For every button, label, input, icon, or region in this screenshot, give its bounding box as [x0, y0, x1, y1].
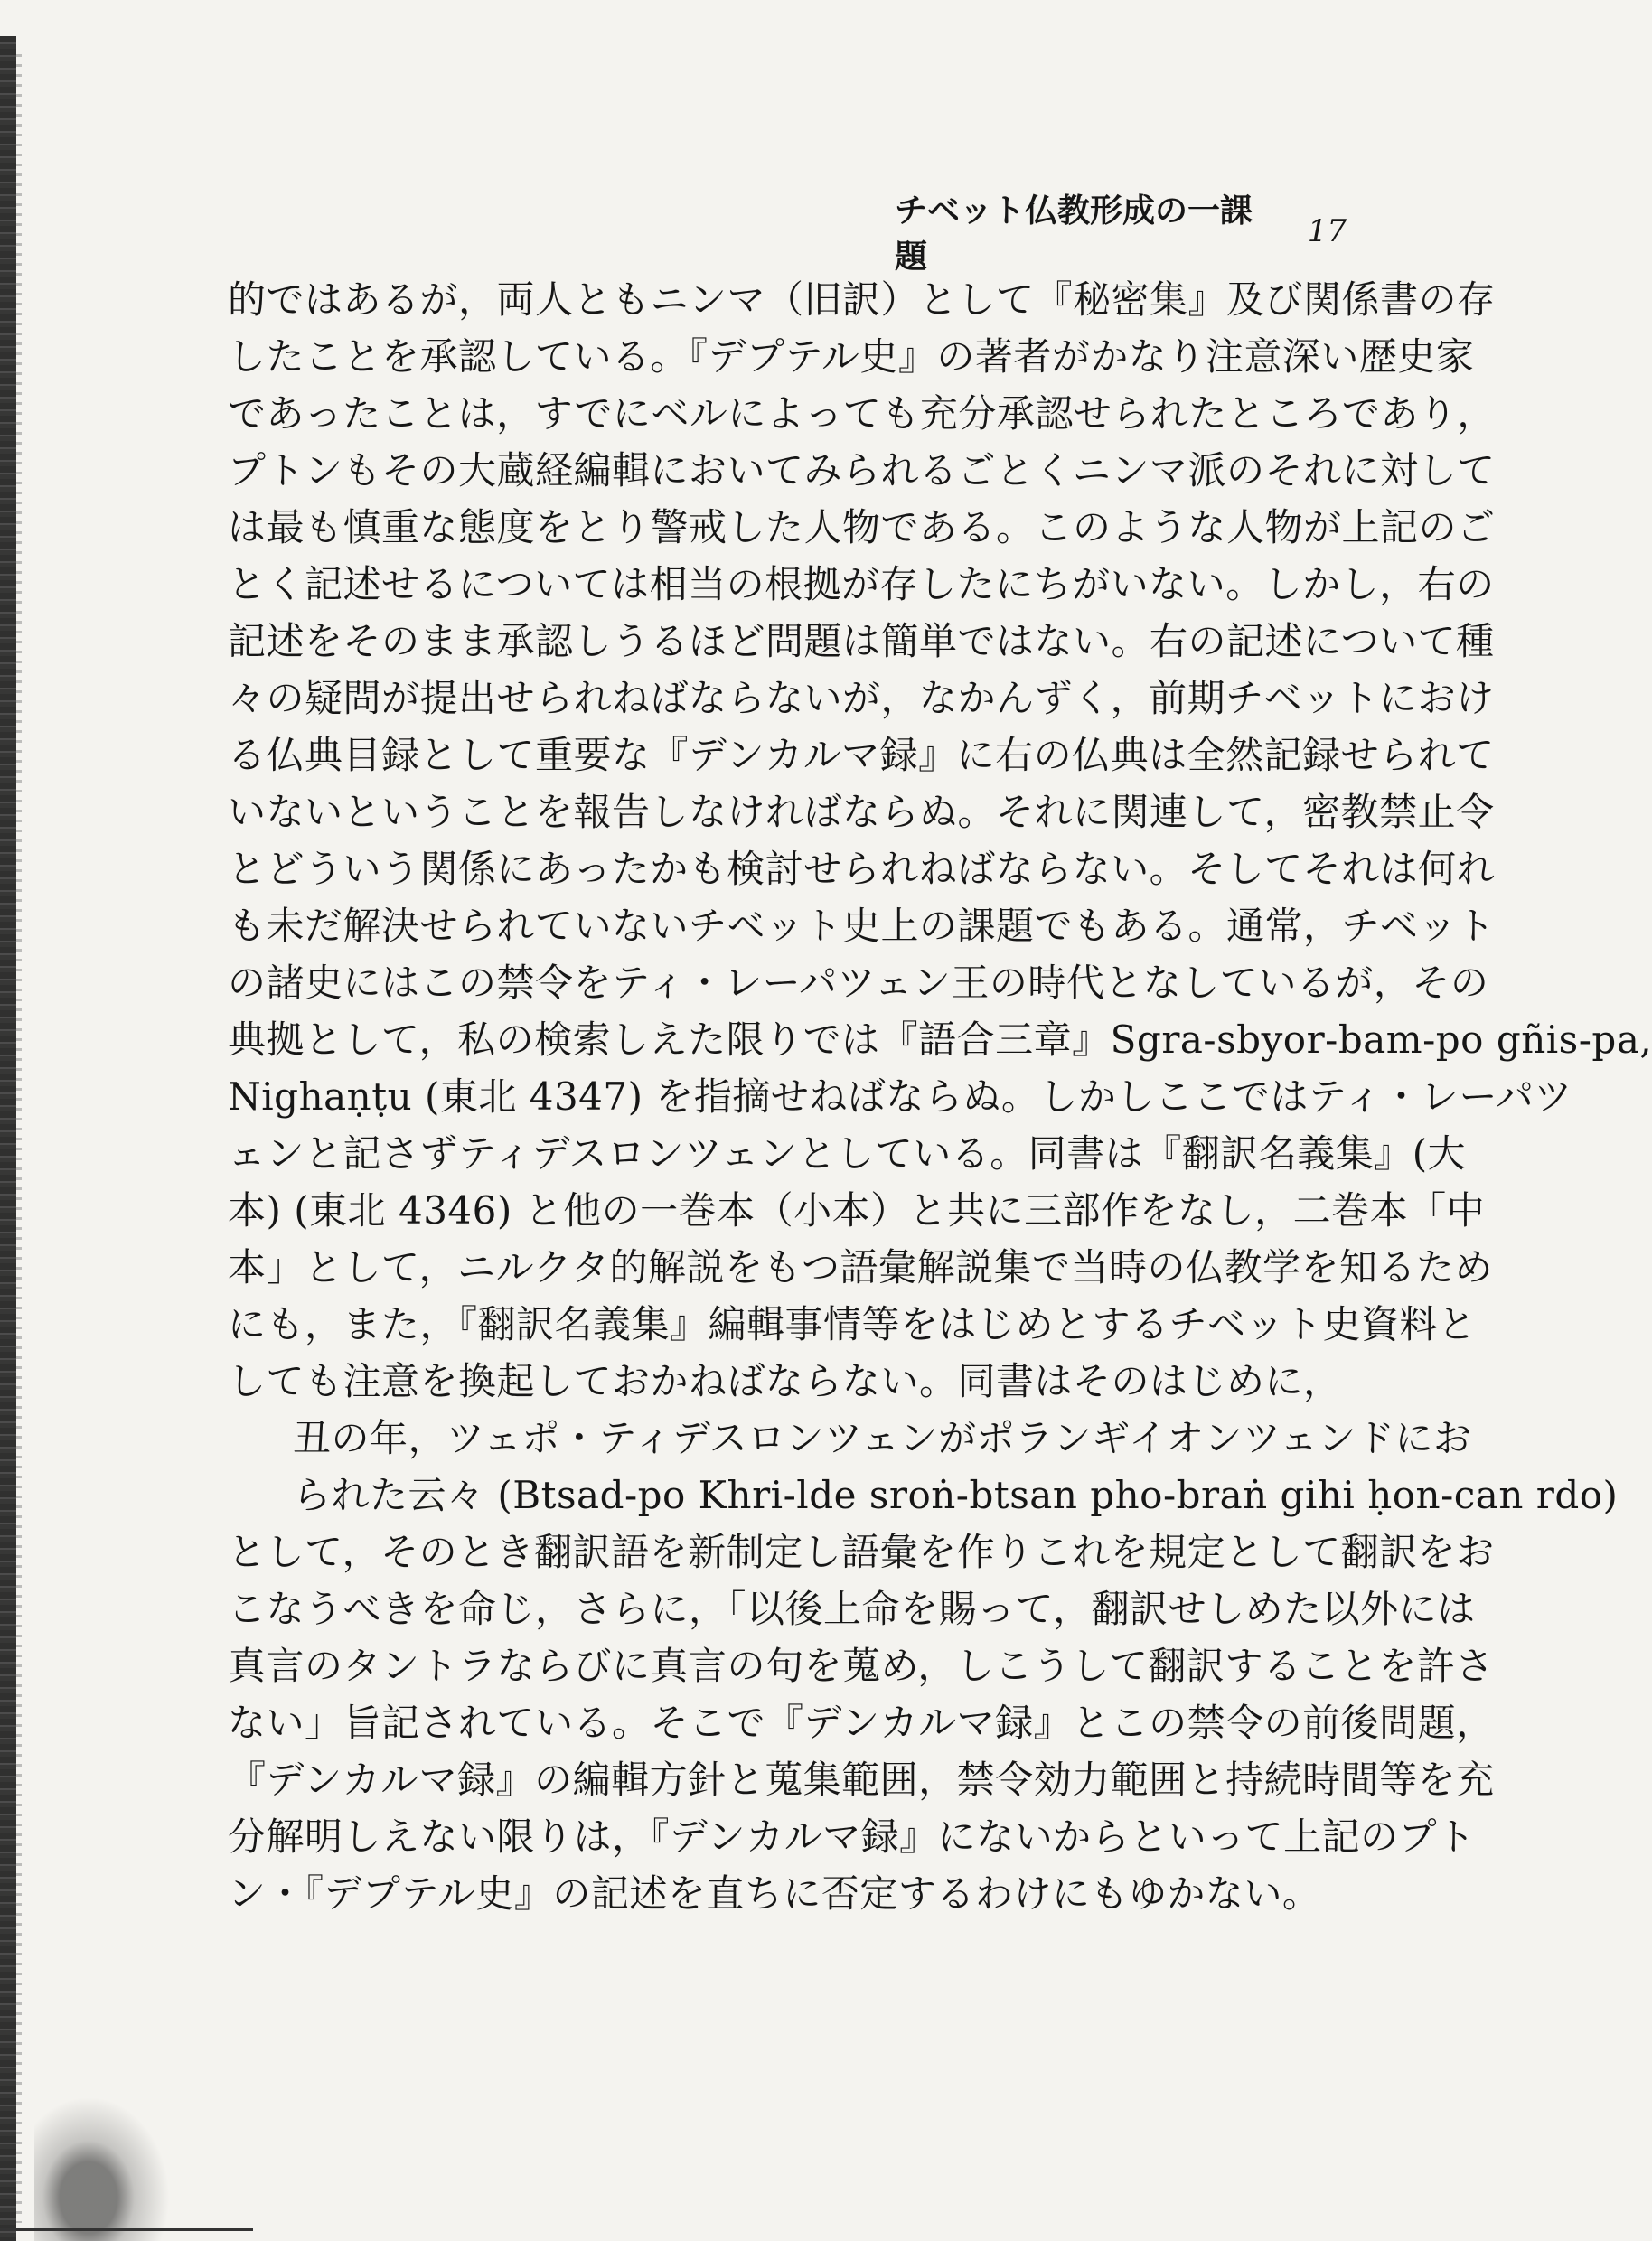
- text-line: 本」として，ニルクタ的解説をもつ語彙解説集で当時の仏教学を知るため: [228, 1245, 1493, 1289]
- text-line: とどういう関係にあったかも検討せられねばならない。そしてそれは何れ: [228, 847, 1496, 891]
- book-binding-edge: [0, 36, 16, 2241]
- running-header: [895, 192, 1347, 276]
- text-line: Nighaṇṭu (東北 4347) を指摘せねばならぬ。しかしここではティ・レーパツ: [228, 1074, 1572, 1119]
- quote-line: 丑の年，ツェポ・ティデスロンツェンがポランギイオンツェンドにお: [293, 1416, 1472, 1460]
- text-line: いないということを報告しなければならぬ。それに関連して，密教禁止令: [228, 790, 1495, 834]
- text-line: 々の疑問が提出せられねばならないが，なかんずく，前期チベットにおけ: [228, 676, 1495, 720]
- body-text: [228, 271, 1652, 1922]
- scan-bottom-line: [0, 2228, 253, 2231]
- text-line: にも，また，『翻訳名義集』編輯事情等をはじめとするチベット史資料と: [228, 1302, 1477, 1346]
- text-line: の諸史にはこの禁令をティ・レーパツェン王の時代となしているが，その: [228, 961, 1489, 1005]
- text-line: 分解明しえない限りは，『デンカルマ録』にないからといって上記のプト: [228, 1814, 1476, 1859]
- text-line: であったことは，すでにベルによっても充分承認せられたところであり，: [228, 391, 1496, 436]
- text-line: しても注意を換起しておかねばならない。同書はそのはじめに，: [228, 1359, 1342, 1403]
- text-line: 本) (東北 4346) と他の一巻本（小本）と共に三部作をなし，二巻本「中: [228, 1188, 1486, 1233]
- quote-line: られた云々 (Btsad-po Khri-lde sroṅ-btsan pho-braṅ gihi ḥon-can rdo): [293, 1473, 1619, 1517]
- text-line: プトンもその大蔵経編輯においてみられるごとくニンマ派のそれに対して: [228, 448, 1496, 492]
- text-line: ン・『デプテル史』の記述を直ちに否定するわけにもゆかない。: [228, 1871, 1321, 1916]
- text-line: として，そのとき翻訳語を新制定し語彙を作りこれを規定として翻訳をお: [228, 1530, 1495, 1574]
- text-line: ェンと記さずティデスロンツェンとしている。同書は『翻訳名義集』(大: [228, 1131, 1467, 1176]
- running-header-title: チベット仏教形成の一課題: [895, 192, 1253, 276]
- text-line: ない」旨記されている。そこで『デンカルマ録』とこの禁令の前後問題，: [228, 1701, 1495, 1745]
- text-line: したことを承認している。『デプテル史』の著者がかなり注意深い歴史家: [228, 334, 1475, 379]
- binding-shadow: [16, 54, 22, 2223]
- page-number: 17: [1307, 213, 1347, 249]
- text-line: 記述をそのまま承認しうるほど問題は簡単ではない。右の記述について種: [228, 619, 1495, 663]
- text-line: 『デンカルマ録』の編輯方針と蒐集範囲，禁令効力範囲と持続時間等を充: [228, 1758, 1495, 1802]
- text-line: る仏典目録として重要な『デンカルマ録』に右の仏典は全然記録せられて: [228, 733, 1495, 777]
- text-line: こなうべきを命じ，さらに，「以後上命を賜って，翻訳せしめた以外には: [228, 1587, 1476, 1631]
- scan-smudge: [34, 2096, 170, 2241]
- text-line: 真言のタントラならびに真言の句を蒐め，しこうして翻訳することを許さ: [228, 1644, 1494, 1688]
- text-line: も未だ解決せられていないチベット史上の課題でもある。通常，チベット: [228, 904, 1496, 948]
- text-line: 典拠として，私の検索しえた限りでは『語合三章』Sgra-sbyor-bam-po gñis-pa,: [228, 1017, 1652, 1062]
- text-line: は最も慎重な態度をとり警戒した人物である。このような人物が上記のご: [228, 505, 1496, 549]
- text-line: とく記述せるについては相当の根拠が存したにちがいない。しかし，右の: [228, 562, 1495, 606]
- text-line: 的ではあるが，両人ともニンマ（旧訳）として『秘密集』及び関係書の存: [228, 277, 1496, 322]
